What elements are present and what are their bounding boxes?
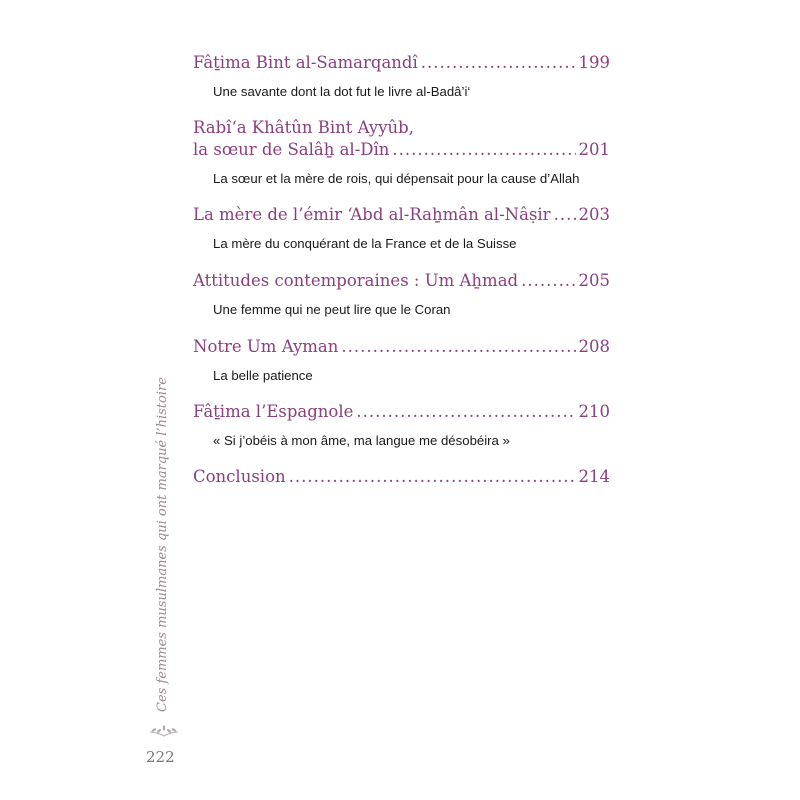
toc-page-number: 214 — [578, 467, 610, 486]
toc-entry-title-row — [193, 336, 610, 358]
toc-entry-subtitle: La belle patience — [213, 368, 313, 383]
toc-entry-title-row — [193, 270, 610, 292]
toc-entry-title-line1: Rabî‘a Khâtûn Bint Ayyûb, — [193, 118, 414, 137]
toc-entry-subtitle: Une femme qui ne peut lire que le Coran — [213, 302, 451, 317]
toc-entry-title: Fâṯima Bint al-Samarqandî — [193, 53, 418, 72]
toc-page-number: 205 — [578, 271, 610, 290]
toc-entry-title: Notre Um Ayman — [193, 337, 339, 356]
toc-entry-title: la sœur de Salâẖ al-Dîn — [193, 140, 390, 159]
dot-leader — [356, 401, 575, 423]
toc-entry-subtitle: Une savante dont la dot fut le livre al-Badâ’i‘ — [213, 84, 471, 99]
toc-page-number: 210 — [578, 402, 610, 421]
toc-entry-title: La mère de l’émir ‘Abd al-Raẖmân al-Nâṣir — [193, 205, 551, 224]
toc-entry — [193, 52, 610, 100]
toc-entry — [193, 270, 610, 318]
dot-leader — [554, 204, 576, 226]
toc-entry-title: Attitudes contemporaines : Um Aẖmad — [193, 271, 519, 290]
toc-entry-title: Conclusion — [193, 467, 286, 486]
toc-entry-title-row — [193, 401, 610, 423]
toc-entry — [193, 466, 610, 488]
toc-entry-title-row — [193, 52, 610, 74]
dot-leader — [341, 336, 575, 358]
page-number: 222 — [146, 748, 175, 766]
toc-entry-title-row — [193, 466, 610, 488]
running-title: Ces femmes musulmanes qui ont marqué l’histoire — [155, 377, 170, 712]
toc-entry-subtitle: La sœur et la mère de rois, qui dépensait pour la cause d’Allah — [213, 171, 580, 186]
toc-entry — [193, 204, 610, 252]
toc-entry-subtitle: La mère du conquérant de la France et de la Suisse — [213, 236, 517, 251]
toc-page-number: 199 — [578, 53, 610, 72]
toc-entry — [193, 117, 610, 187]
toc-page-number: 203 — [578, 205, 610, 224]
dot-leader — [521, 270, 575, 292]
dot-leader — [289, 466, 576, 488]
toc-entry-title: Fâṯima l’Espagnole — [193, 402, 354, 421]
toc-entry — [193, 401, 610, 449]
toc-page-number: 208 — [578, 337, 610, 356]
leaf-ornament-icon — [146, 724, 182, 738]
toc-page-number: 201 — [578, 140, 610, 159]
toc-entry-title-row — [193, 139, 610, 161]
toc-entry-title-row — [193, 204, 610, 226]
toc-entry — [193, 336, 610, 384]
dot-leader — [421, 52, 576, 74]
toc-entry-subtitle: « Si j’obéis à mon âme, ma langue me désobéira » — [213, 433, 510, 448]
dot-leader — [392, 139, 575, 161]
